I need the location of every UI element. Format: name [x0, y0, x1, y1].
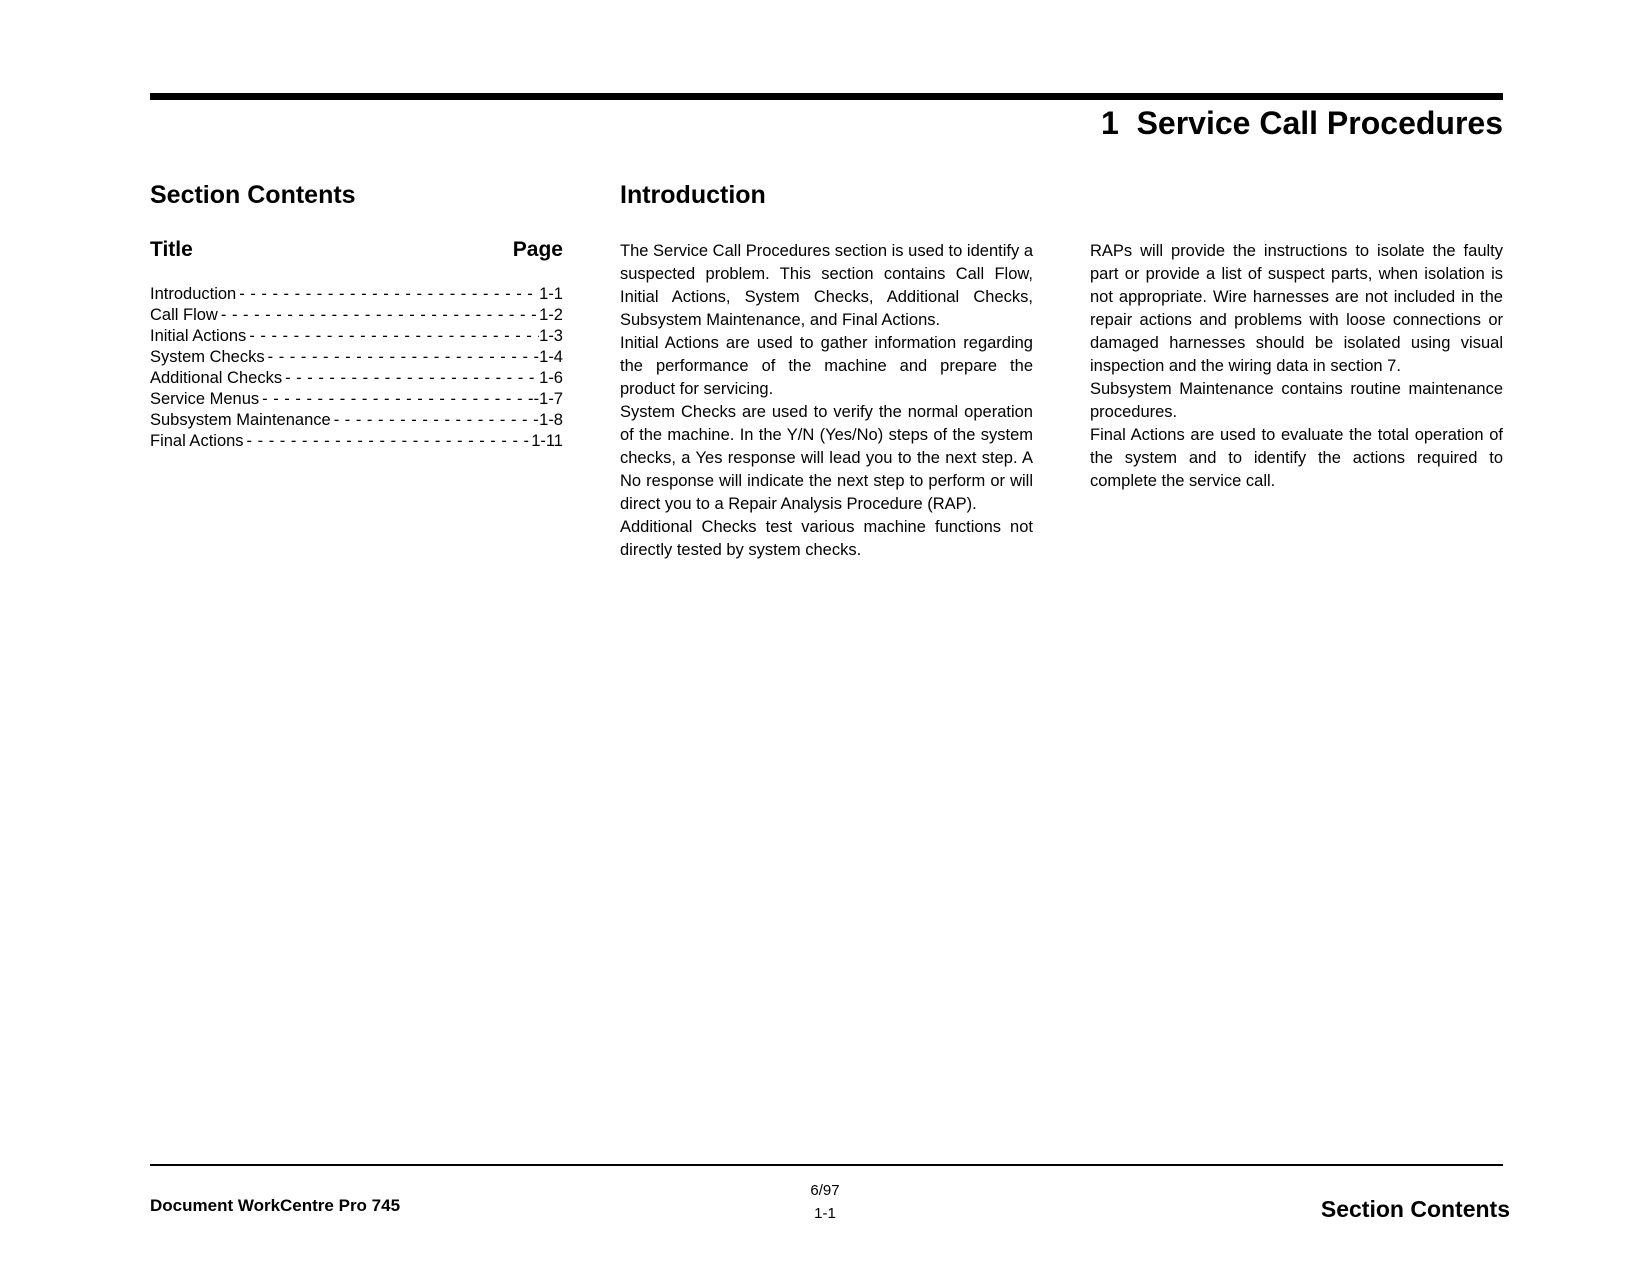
header-rule — [150, 93, 1503, 100]
toc-entry[interactable] — [150, 410, 563, 431]
intro-paragraph: Additional Checks test various machine functions not directly tested by system checks. — [620, 518, 1033, 559]
toc-entry-title: Additional Checks — [150, 369, 283, 387]
footer-section-name: Section Contents — [1320, 1196, 1510, 1222]
intro-paragraph: System Checks are used to verify the normal operation of the machine. In the Y/N (Yes/No) steps of the system checks, a Yes response will lead you to the next step. A No response will indicate the next step to perform or will direct you to a Repair Analysis Procedure (RAP). — [620, 403, 1033, 513]
intro-paragraph: The Service Call Procedures section is used to identify a suspected problem. This section contains Call Flow, Initial Actions, System Checks, Additional Checks, Subsystem Maintenance, and Final Actions. — [620, 242, 1033, 329]
toc-entry-title: Final Actions — [150, 432, 244, 450]
toc-leader — [282, 368, 539, 389]
toc-entry[interactable] — [150, 431, 563, 452]
footer-date: 6/97 — [810, 1182, 840, 1199]
toc-entry-page: 1-11 — [531, 432, 563, 450]
chapter-title: 1 Service Call Procedures — [1101, 105, 1503, 141]
toc-entry-page: 1-1 — [539, 285, 563, 303]
footer-rule — [150, 1164, 1503, 1166]
toc-title-header: Title — [150, 238, 193, 261]
toc-leader — [236, 284, 539, 305]
intro-paragraph: Subsystem Maintenance contains routine maintenance procedures. — [1090, 380, 1503, 421]
toc-page-header: Page — [512, 238, 563, 261]
toc-entry[interactable] — [150, 284, 563, 305]
intro-paragraph: Initial Actions are used to gather information regarding the performance of the machine and prepare the product for servicing. — [620, 334, 1033, 398]
toc-entry-title: Introduction — [150, 285, 237, 303]
toc-entry[interactable] — [150, 347, 563, 368]
section-contents-heading: Section Contents — [150, 181, 356, 209]
toc-leader — [244, 431, 532, 452]
toc-entry-page: 1-4 — [539, 348, 563, 366]
intro-paragraph: Final Actions are used to evaluate the total operation of the system and to identify the actions required to complete the service call. — [1090, 426, 1503, 490]
toc-entry-page: -1-7 — [533, 390, 563, 408]
toc-leader — [246, 326, 539, 347]
intro-paragraph: RAPs will provide the instructions to isolate the faulty part or provide a list of suspect parts, when isolation is not appropriate. Wire harnesses are not included in the repair actions and problems with loose connections or damaged harnesses should be isolated using visual inspection and the wiring data in section 7. — [1090, 242, 1503, 375]
footer-page-number: 1-1 — [814, 1205, 836, 1222]
footer-document-name: Document WorkCentre Pro 745 — [150, 1196, 401, 1215]
toc-entry-title: Call Flow — [150, 306, 218, 324]
toc-entry-title: Initial Actions — [150, 327, 247, 345]
toc-entry-page: 1-6 — [539, 369, 563, 387]
toc-leader — [265, 347, 540, 368]
toc-entry-page: 1-8 — [539, 411, 563, 429]
introduction-column-2 — [1090, 240, 1503, 493]
toc-leader — [259, 389, 534, 410]
toc-entry-page: 1-2 — [539, 306, 563, 324]
toc-entry-title: System Checks — [150, 348, 265, 366]
toc-leader — [331, 410, 539, 431]
toc-column-headers — [150, 238, 563, 262]
footer-center — [775, 1179, 875, 1225]
toc-entry[interactable] — [150, 368, 563, 389]
introduction-heading: Introduction — [620, 181, 766, 209]
toc-entry-page: 1-3 — [539, 327, 563, 345]
toc-leader — [218, 305, 539, 326]
toc-entry-title: Subsystem Maintenance — [150, 411, 331, 429]
toc-entry[interactable] — [150, 326, 563, 347]
toc-list — [150, 284, 563, 452]
toc-entry[interactable] — [150, 389, 563, 410]
toc-entry-title: Service Menus — [150, 390, 260, 408]
introduction-column-1 — [620, 240, 1033, 562]
toc-entry[interactable] — [150, 305, 563, 326]
